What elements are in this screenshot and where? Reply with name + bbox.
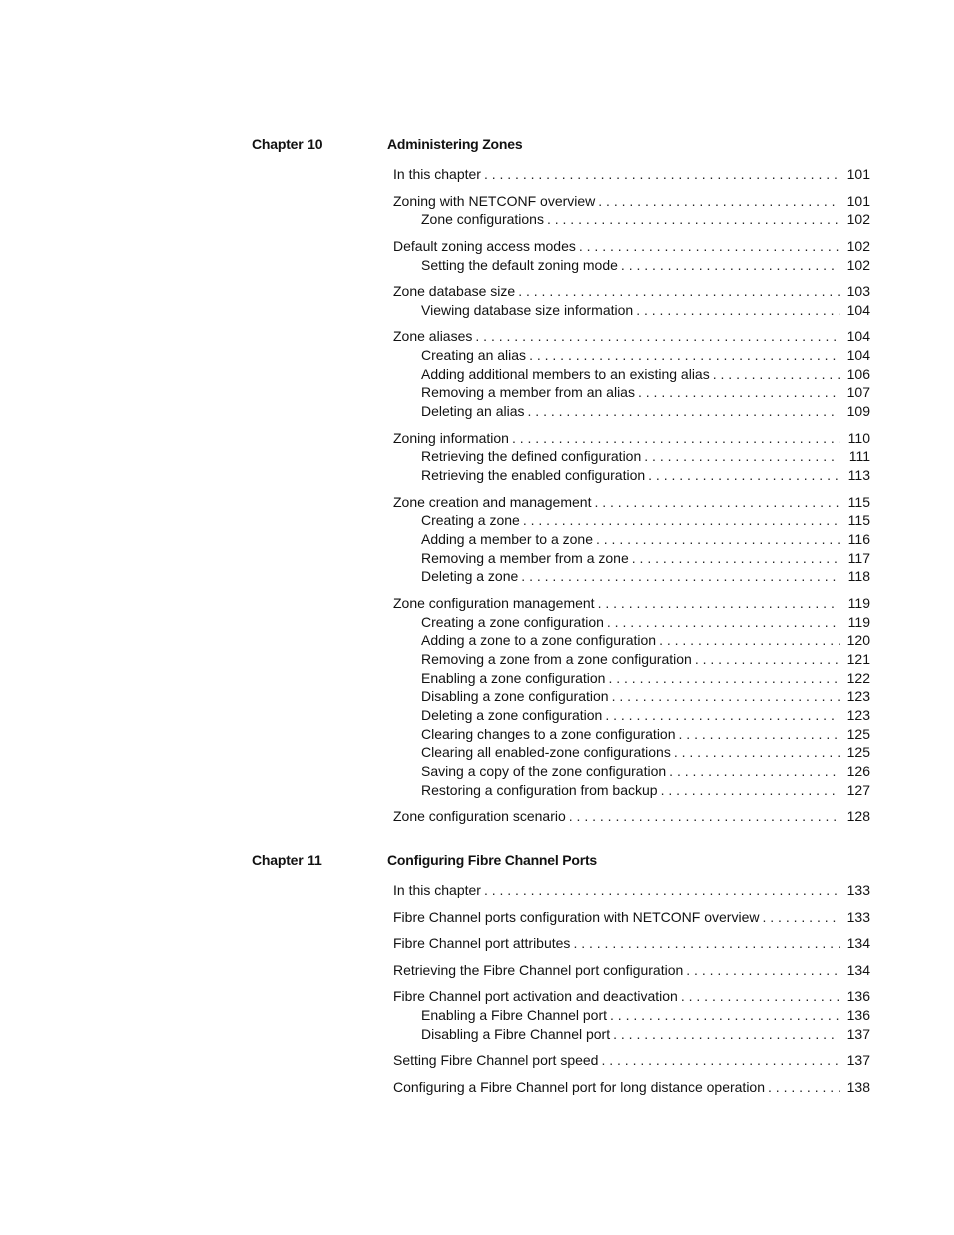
toc-page-number: 102 [846,237,870,254]
toc-entry[interactable] [393,282,870,301]
toc-entry-title: Removing a zone from a zone configuration [421,651,692,668]
toc-subentry[interactable] [393,613,870,632]
toc-page-number: 123 [846,707,870,724]
toc-subentry[interactable] [393,466,870,485]
toc-entry[interactable] [393,493,870,512]
chapter-11-section [0,852,954,1095]
toc-entry-title: Saving a copy of the zone configuration [421,763,667,780]
toc-group [393,1051,870,1070]
toc-page-number: 102 [846,256,870,273]
toc-page-number: 138 [846,1078,870,1095]
toc-subentry[interactable] [393,650,870,669]
dot-leader [713,365,840,384]
dot-leader [529,346,840,365]
toc-subentry[interactable] [393,743,870,762]
toc-entry[interactable] [393,327,870,346]
toc-page-number: 125 [846,744,870,761]
toc-group [393,429,870,485]
dot-leader [521,567,840,586]
toc-subentry[interactable] [393,567,870,586]
dot-leader [695,650,840,669]
toc-group [393,961,870,980]
toc-entry-title: Setting the default zoning mode [421,256,618,273]
toc-page-number: 136 [846,1007,870,1023]
toc-entry[interactable] [393,987,870,1006]
toc-entry[interactable] [393,1051,870,1070]
toc-page-number: 116 [847,531,870,548]
toc-page-number: 123 [846,688,870,705]
toc-page-number: 122 [846,669,870,686]
dot-leader [523,511,840,530]
toc-page-number: 101 [846,166,870,182]
toc-group [393,1078,870,1097]
toc-subentry[interactable] [393,402,870,421]
toc-page-number: 133 [846,908,870,925]
toc-entry-title: Enabling a zone configuration [421,669,606,686]
dot-leader [648,466,840,485]
toc-entry-title: In this chapter [393,166,481,182]
dot-leader [528,402,840,421]
toc-subentry[interactable] [393,631,870,650]
toc-entry-title: Fibre Channel port activation and deactivation [393,988,678,1005]
toc-group [393,493,870,586]
toc-entry-title: Zone aliases [393,328,473,345]
toc-subentry[interactable] [393,1025,870,1044]
toc-entry-title: Clearing changes to a zone configuration [421,725,676,742]
chapter-10-section [0,136,954,825]
dot-leader [484,881,840,900]
dot-leader [601,1051,840,1070]
toc-entry[interactable] [393,961,870,980]
toc-entry-title: Disabling a Fibre Channel port [421,1025,611,1042]
toc-subentry[interactable] [393,383,870,402]
chapter-11-label: Chapter 11 [252,852,322,868]
chapter-11-header [0,852,954,872]
dot-leader [608,669,840,688]
toc-subentry[interactable] [393,687,870,706]
toc-subentry[interactable] [393,447,870,466]
chapter-11-title: Configuring Fibre Channel Ports [387,852,598,868]
dot-leader [762,908,840,927]
toc-entry-title: Deleting a zone [421,568,519,585]
toc-entry-title: Enabling a Fibre Channel port [421,1007,608,1023]
toc-entry-title: Default zoning access modes [393,237,576,254]
dot-leader [579,237,840,256]
toc-page-number: 106 [846,365,870,382]
dot-leader [605,706,840,725]
dot-leader [636,301,840,320]
dot-leader [518,282,840,301]
toc-subentry[interactable] [393,669,870,688]
toc-group [393,327,870,420]
toc-page-number: 120 [846,632,870,649]
toc-group [393,165,870,184]
dot-leader [573,934,840,953]
toc-entry[interactable] [393,237,870,256]
chapter-10-title: Administering Zones [387,136,523,152]
toc-entry-title: Fibre Channel ports configuration with NETCONF overview [393,908,760,925]
toc-entry-title: Zone configurations [421,211,544,228]
toc-page-number: 127 [846,781,870,798]
toc-page-number: 101 [846,192,870,209]
toc-subentry[interactable] [393,530,870,549]
dot-leader [686,961,840,980]
toc-group [393,237,870,274]
toc-group [393,881,870,900]
toc-subentry[interactable] [393,256,870,275]
toc-entry-title: Adding additional members to an existing alias [421,365,710,382]
dot-leader [484,165,840,184]
toc-entry-title: Retrieving the Fibre Channel port configuration [393,961,684,978]
toc-page-number: 113 [847,467,870,484]
toc-entry-title: In this chapter [393,882,481,898]
toc-page-number: 115 [847,512,870,529]
toc-entry[interactable] [393,192,870,211]
toc-page-number: 117 [847,549,870,566]
dot-leader [661,781,840,800]
toc-subentry[interactable] [393,762,870,781]
toc-page-number: 134 [846,935,870,952]
toc-group [393,908,870,927]
toc-page-number: 119 [847,613,870,630]
toc-subentry[interactable] [393,511,870,530]
chapter-11-toc [393,881,870,1097]
dot-leader [681,987,840,1006]
toc-page-number: 115 [847,493,870,510]
toc-entry-title: Zoning information [393,429,509,446]
toc-entry-title: Adding a member to a zone [421,531,593,548]
toc-page-number: 104 [846,301,870,318]
dot-leader [612,687,840,706]
toc-subentry[interactable] [393,210,870,229]
toc-page-number: 121 [846,651,870,668]
toc-entry-title: Adding a zone to a zone configuration [421,632,657,649]
toc-page-number: 103 [846,283,870,300]
toc-subentry[interactable] [393,1006,870,1025]
toc-entry-title: Clearing all enabled-zone configurations [421,744,671,761]
toc-entry[interactable] [393,165,870,184]
toc-entry[interactable] [393,807,870,826]
dot-leader [644,447,840,466]
toc-entry-title: Disabling a zone configuration [421,688,609,705]
toc-page-number: 110 [847,429,870,446]
dot-leader [607,613,840,632]
dot-leader [475,327,840,346]
toc-page-number: 104 [846,328,870,345]
toc-entry-title: Zone creation and management [393,493,592,510]
toc-entry-title: Retrieving the defined configuration [421,448,642,465]
toc-entry-title: Fibre Channel port attributes [393,935,571,952]
toc-subentry[interactable] [393,781,870,800]
toc-page-number: 136 [846,988,870,1005]
toc-page-number: 104 [846,347,870,364]
toc-entry-title: Creating a zone [421,512,520,529]
toc-group [393,282,870,319]
toc-subentry[interactable] [393,725,870,744]
dot-leader [569,807,840,826]
toc-entry[interactable] [393,429,870,448]
toc-subentry[interactable] [393,706,870,725]
dot-leader [679,725,840,744]
toc-page-number: 111 [848,448,870,465]
dot-leader [512,429,840,448]
chapter-10-toc [393,165,870,826]
dot-leader [598,192,840,211]
toc-page-number: 128 [846,808,870,825]
dot-leader [768,1078,840,1097]
toc-entry-title: Viewing database size information [421,301,634,318]
toc-entry-title: Removing a member from an alias [421,384,635,401]
toc-entry-title: Zone configuration scenario [393,808,566,825]
toc-entry[interactable] [393,1078,870,1097]
toc-page-number: 109 [846,403,870,420]
toc-page-number: 118 [847,568,870,585]
dot-leader [610,1006,840,1025]
dot-leader [594,493,840,512]
dot-leader [596,530,840,549]
toc-entry[interactable] [393,934,870,953]
toc-entry-title: Zone database size [393,283,516,300]
toc-page-number: 137 [846,1052,870,1069]
toc-group [393,807,870,826]
toc-entry-title: Deleting an alias [421,403,525,420]
dot-leader [613,1025,840,1044]
toc-subentry[interactable] [393,365,870,384]
toc-entry-title: Creating an alias [421,347,527,364]
toc-entry[interactable] [393,908,870,927]
chapter-10-header [0,136,954,156]
dot-leader [547,210,840,229]
toc-group [393,987,870,1043]
toc-subentry[interactable] [393,301,870,320]
toc-entry-title: Retrieving the enabled configuration [421,467,646,484]
chapter-10-label: Chapter 10 [252,136,323,152]
toc-entry[interactable] [393,594,870,613]
toc-page-number: 134 [846,961,870,978]
dot-leader [621,256,840,275]
toc-entry-title: Zoning with NETCONF overview [393,192,596,209]
dot-leader [659,631,840,650]
toc-page-number: 107 [846,384,870,401]
dot-leader [669,762,840,781]
dot-leader [632,549,840,568]
toc-entry-title: Removing a member from a zone [421,549,629,566]
toc-entry[interactable] [393,881,870,900]
toc-page-number: 133 [846,882,870,898]
toc-entry-title: Restoring a configuration from backup [421,781,658,798]
toc-subentry[interactable] [393,346,870,365]
toc-subentry[interactable] [393,549,870,568]
toc-entry-title: Configuring a Fibre Channel port for long distance operation [393,1078,766,1095]
toc-page-number: 119 [847,594,870,611]
toc-group [393,594,870,800]
dot-leader [638,383,840,402]
toc-page-number: 102 [846,211,870,228]
toc-group [393,934,870,953]
toc-group [393,192,870,229]
toc-page-number: 137 [846,1025,870,1042]
toc-entry-title: Creating a zone configuration [421,613,604,630]
toc-entry-title: Setting Fibre Channel port speed [393,1052,599,1069]
dot-leader [674,743,840,762]
toc-entry-title: Zone configuration management [393,594,595,611]
toc-page-number: 126 [846,763,870,780]
toc-page-number: 125 [846,725,870,742]
dot-leader [598,594,840,613]
toc-entry-title: Deleting a zone configuration [421,707,603,724]
